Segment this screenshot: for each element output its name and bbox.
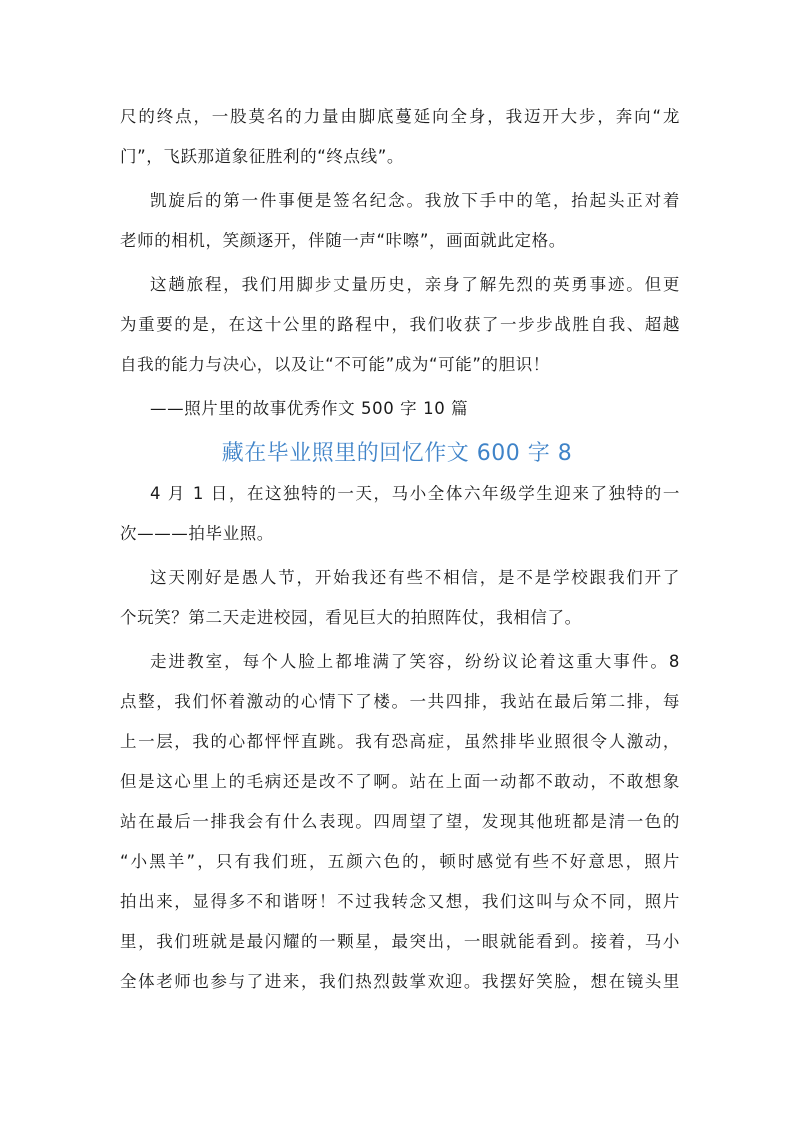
text-line: 次———拍毕业照。 — [120, 524, 274, 543]
text-line: 这天刚好是愚人节，开始我还有些不相信，是不是学校跟我们开了 — [150, 568, 680, 587]
text-line: 站在最后一排我会有什么表现。四周望了望，发现其他班都是清一色的 — [120, 812, 680, 831]
text-line: 全体老师也参与了进来，我们热烈鼓掌欢迎。我摆好笑脸，想在镜头里 — [120, 972, 680, 991]
text-line: 4 月 1 日，在这独特的一天，马小全体六年级学生迎来了独特的一 — [150, 484, 680, 503]
section-heading: 藏在毕业照里的回忆作文 600 字 8 — [221, 441, 573, 466]
paragraph-7 — [120, 642, 680, 1002]
text-line: 点整，我们怀着激动的心情下了楼。一共四排，我站在最后第二排，每 — [120, 692, 680, 711]
text-line: 拍出来，显得多不和谐呀！不过我转念又想，我们这叫与众不同，照片 — [120, 892, 680, 911]
text-line: 老师的相机，笑颜逐开，伴随一声“咔嚓”，画面就此定格。 — [120, 231, 566, 250]
paragraph-6 — [120, 558, 680, 638]
text-line: 自我的能力与决心，以及让“不可能”成为“可能”的胆识！ — [120, 355, 550, 374]
text-line: ——照片里的故事优秀作文 500 字 10 篇 — [150, 399, 469, 418]
text-line: 上一层，我的心都怦怦直跳。我有恐高症，虽然排毕业照很令人激动， — [120, 732, 680, 751]
paragraph-5 — [120, 474, 680, 554]
paragraph-1 — [120, 97, 680, 177]
source-line — [120, 389, 680, 429]
paragraph-2 — [120, 181, 680, 261]
text-line: “小黑羊”，只有我们班，五颜六色的，顿时感觉有些不好意思，照片 — [120, 852, 680, 871]
text-line: 门”，飞跃那道象征胜利的“终点线”。 — [120, 147, 404, 166]
text-line: 尺的终点，一股莫名的力量由脚底蔓延向全身，我迈开大步，奔向“龙 — [120, 107, 680, 126]
text-line: 为重要的是，在这十公里的路程中，我们收获了一步步战胜自我、超越 — [120, 315, 680, 334]
text-line: 这趟旅程，我们用脚步丈量历史，亲身了解先烈的英勇事迹。但更 — [150, 275, 680, 294]
text-line: 但是这心里上的毛病还是改不了啊。站在上面一动都不敢动，不敢想象 — [120, 772, 680, 791]
text-line: 个玩笑？第二天走进校园，看见巨大的拍照阵仗，我相信了。 — [120, 608, 582, 627]
text-line: 凯旋后的第一件事便是签名纪念。我放下手中的笔，抬起头正对着 — [150, 191, 680, 210]
paragraph-3 — [120, 265, 680, 385]
text-line: 里，我们班就是最闪耀的一颗星，最突出，一眼就能看到。接着，马小 — [120, 932, 680, 951]
text-line: 走进教室，每个人脸上都堆满了笑容，纷纷议论着这重大事件。8 — [150, 652, 680, 671]
